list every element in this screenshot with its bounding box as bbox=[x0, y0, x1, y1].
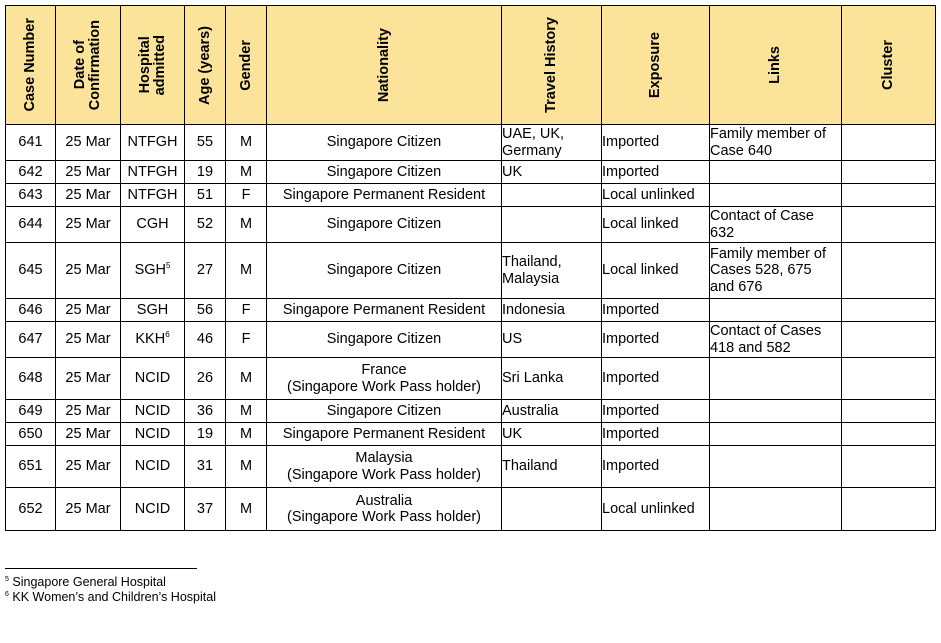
cell-travel-history: US bbox=[502, 322, 602, 358]
cell-date: 25 Mar bbox=[56, 322, 121, 358]
header-travel-history: Travel History bbox=[502, 6, 602, 125]
cell-case-number: 651 bbox=[6, 446, 56, 488]
table-row bbox=[6, 125, 936, 161]
cell-gender: F bbox=[226, 299, 267, 322]
cell-nationality: Australia (Singapore Work Pass holder) bbox=[267, 488, 502, 531]
cell-age: 37 bbox=[185, 488, 226, 531]
cell-exposure: Imported bbox=[602, 358, 710, 400]
cell-nationality: Singapore Permanent Resident bbox=[267, 184, 502, 207]
cell-age: 19 bbox=[185, 423, 226, 446]
cell-date: 25 Mar bbox=[56, 125, 121, 161]
cell-nationality: Singapore Citizen bbox=[267, 125, 502, 161]
cell-gender: F bbox=[226, 322, 267, 358]
cell-hospital: SGH bbox=[121, 299, 185, 322]
cell-links bbox=[710, 184, 842, 207]
cell-case-number: 647 bbox=[6, 322, 56, 358]
cell-age: 36 bbox=[185, 400, 226, 423]
cell-travel-history: UK bbox=[502, 161, 602, 184]
cell-gender: M bbox=[226, 400, 267, 423]
table-row bbox=[6, 299, 936, 322]
cell-links bbox=[710, 446, 842, 488]
cell-date: 25 Mar bbox=[56, 446, 121, 488]
cell-exposure: Imported bbox=[602, 446, 710, 488]
cell-case-number: 642 bbox=[6, 161, 56, 184]
cell-hospital: SGH$^5$ bbox=[121, 243, 185, 299]
cell-exposure: Imported bbox=[602, 125, 710, 161]
cell-age: 27 bbox=[185, 243, 226, 299]
header-gender: Gender bbox=[226, 6, 267, 125]
table-row bbox=[6, 322, 936, 358]
cell-hospital: NTFGH bbox=[121, 184, 185, 207]
cell-cluster bbox=[842, 423, 936, 446]
table-row bbox=[6, 184, 936, 207]
table-row bbox=[6, 243, 936, 299]
cell-hospital: NCID bbox=[121, 358, 185, 400]
cell-links: Family member of Cases 528, 675 and 676 bbox=[710, 243, 842, 299]
cell-case-number: 652 bbox=[6, 488, 56, 531]
cell-exposure: Local unlinked bbox=[602, 184, 710, 207]
cell-exposure: Imported bbox=[602, 322, 710, 358]
cell-date: 25 Mar bbox=[56, 400, 121, 423]
header-links: Links bbox=[710, 6, 842, 125]
cell-cluster bbox=[842, 161, 936, 184]
footnote-5: $^5$ Singapore General Hospital bbox=[5, 575, 166, 589]
cell-date: 25 Mar bbox=[56, 243, 121, 299]
cell-links bbox=[710, 299, 842, 322]
cell-gender: F bbox=[226, 184, 267, 207]
cell-travel-history: UK bbox=[502, 423, 602, 446]
cell-age: 26 bbox=[185, 358, 226, 400]
cell-nationality: Singapore Citizen bbox=[267, 243, 502, 299]
header-cluster: Cluster bbox=[842, 6, 936, 125]
cell-gender: M bbox=[226, 207, 267, 243]
cell-age: 46 bbox=[185, 322, 226, 358]
cell-cluster bbox=[842, 184, 936, 207]
header-hospital-admitted: Hospital admitted bbox=[121, 6, 185, 125]
cell-hospital: NCID bbox=[121, 423, 185, 446]
cell-nationality: Malaysia (Singapore Work Pass holder) bbox=[267, 446, 502, 488]
cell-date: 25 Mar bbox=[56, 207, 121, 243]
cell-date: 25 Mar bbox=[56, 299, 121, 322]
footnote-marker: 5 bbox=[165, 261, 171, 271]
cell-case-number: 643 bbox=[6, 184, 56, 207]
cell-cluster bbox=[842, 299, 936, 322]
cell-links bbox=[710, 488, 842, 531]
cell-links: Contact of Cases 418 and 582 bbox=[710, 322, 842, 358]
cell-travel-history: Indonesia bbox=[502, 299, 602, 322]
cell-nationality: Singapore Citizen bbox=[267, 207, 502, 243]
cell-links bbox=[710, 358, 842, 400]
cell-gender: M bbox=[226, 488, 267, 531]
footnotes bbox=[5, 575, 216, 605]
cell-exposure: Imported bbox=[602, 400, 710, 423]
cell-travel-history: Australia bbox=[502, 400, 602, 423]
cell-cluster bbox=[842, 446, 936, 488]
cell-date: 25 Mar bbox=[56, 161, 121, 184]
cell-travel-history: Thailand bbox=[502, 446, 602, 488]
table-row bbox=[6, 400, 936, 423]
table-row bbox=[6, 358, 936, 400]
cell-exposure: Local linked bbox=[602, 243, 710, 299]
header-case-number: Case Number bbox=[6, 6, 56, 125]
cell-gender: M bbox=[226, 423, 267, 446]
cell-travel-history bbox=[502, 184, 602, 207]
cell-cluster bbox=[842, 322, 936, 358]
cell-date: 25 Mar bbox=[56, 423, 121, 446]
cell-links bbox=[710, 400, 842, 423]
cell-case-number: 650 bbox=[6, 423, 56, 446]
table-row bbox=[6, 207, 936, 243]
cases-table bbox=[5, 5, 936, 531]
cell-travel-history bbox=[502, 207, 602, 243]
cell-hospital: NCID bbox=[121, 488, 185, 531]
cell-date: 25 Mar bbox=[56, 184, 121, 207]
cell-gender: M bbox=[226, 446, 267, 488]
cell-travel-history: UAE, UK, Germany bbox=[502, 125, 602, 161]
header-row bbox=[6, 6, 936, 125]
footnote-marker: 6 bbox=[165, 330, 170, 340]
cell-case-number: 645 bbox=[6, 243, 56, 299]
cell-hospital: CGH bbox=[121, 207, 185, 243]
header-age: Age (years) bbox=[185, 6, 226, 125]
cell-gender: M bbox=[226, 358, 267, 400]
cell-cluster bbox=[842, 488, 936, 531]
cell-case-number: 641 bbox=[6, 125, 56, 161]
cell-case-number: 648 bbox=[6, 358, 56, 400]
cell-nationality: Singapore Permanent Resident bbox=[267, 423, 502, 446]
header-date-of-confirmation: Date of Confirmation bbox=[56, 6, 121, 125]
footnote-divider bbox=[5, 568, 197, 569]
cell-age: 51 bbox=[185, 184, 226, 207]
cell-age: 56 bbox=[185, 299, 226, 322]
cell-hospital: NCID bbox=[121, 400, 185, 423]
cell-gender: M bbox=[226, 243, 267, 299]
table-row bbox=[6, 423, 936, 446]
table-row bbox=[6, 488, 936, 531]
cell-cluster bbox=[842, 400, 936, 423]
table-row bbox=[6, 161, 936, 184]
cell-nationality: Singapore Permanent Resident bbox=[267, 299, 502, 322]
table-row bbox=[6, 446, 936, 488]
cell-hospital: NTFGH bbox=[121, 125, 185, 161]
header-nationality: Nationality bbox=[267, 6, 502, 125]
cell-age: 31 bbox=[185, 446, 226, 488]
cell-gender: M bbox=[226, 125, 267, 161]
cell-hospital: NTFGH bbox=[121, 161, 185, 184]
cell-links: Family member of Case 640 bbox=[710, 125, 842, 161]
cell-nationality: Singapore Citizen bbox=[267, 400, 502, 423]
cell-case-number: 646 bbox=[6, 299, 56, 322]
cell-age: 52 bbox=[185, 207, 226, 243]
cell-gender: M bbox=[226, 161, 267, 184]
cell-travel-history: Thailand, Malaysia bbox=[502, 243, 602, 299]
cell-exposure: Local unlinked bbox=[602, 488, 710, 531]
cell-cluster bbox=[842, 125, 936, 161]
cell-exposure: Imported bbox=[602, 423, 710, 446]
header-exposure: Exposure bbox=[602, 6, 710, 125]
cell-hospital: NCID bbox=[121, 446, 185, 488]
cell-exposure: Imported bbox=[602, 299, 710, 322]
cell-nationality: Singapore Citizen bbox=[267, 161, 502, 184]
cell-exposure: Local linked bbox=[602, 207, 710, 243]
cell-travel-history: Sri Lanka bbox=[502, 358, 602, 400]
cell-age: 19 bbox=[185, 161, 226, 184]
cell-exposure: Imported bbox=[602, 161, 710, 184]
cell-links bbox=[710, 161, 842, 184]
cell-age: 55 bbox=[185, 125, 226, 161]
cell-nationality: Singapore Citizen bbox=[267, 322, 502, 358]
cell-links: Contact of Case 632 bbox=[710, 207, 842, 243]
cell-hospital: KKH$^6$ bbox=[121, 322, 185, 358]
cell-date: 25 Mar bbox=[56, 358, 121, 400]
cell-case-number: 644 bbox=[6, 207, 56, 243]
cell-links bbox=[710, 423, 842, 446]
cell-cluster bbox=[842, 207, 936, 243]
cell-cluster bbox=[842, 358, 936, 400]
cell-cluster bbox=[842, 243, 936, 299]
cell-travel-history bbox=[502, 488, 602, 531]
cell-date: 25 Mar bbox=[56, 488, 121, 531]
footnote-6: $^6$ KK Women’s and Children’s Hospital bbox=[5, 590, 216, 604]
cell-case-number: 649 bbox=[6, 400, 56, 423]
cell-nationality: France (Singapore Work Pass holder) bbox=[267, 358, 502, 400]
